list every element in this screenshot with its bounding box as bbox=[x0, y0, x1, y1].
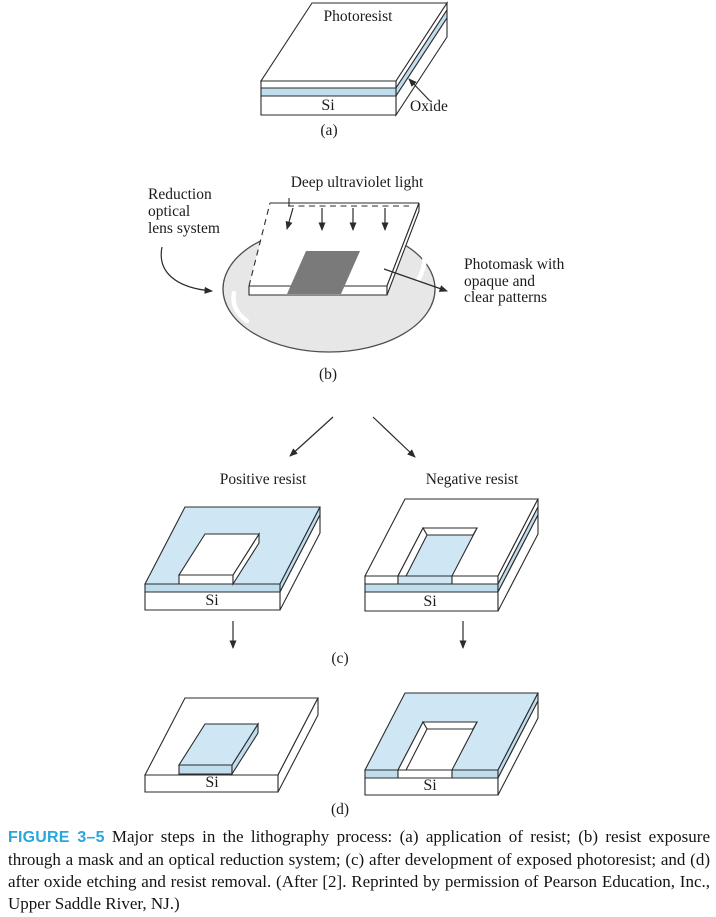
si-label-d-positive: Si bbox=[205, 774, 219, 791]
reduction-lens-line-3: lens system bbox=[148, 220, 220, 237]
resist-front-left bbox=[365, 576, 398, 584]
panel-c-negative bbox=[365, 499, 538, 648]
lens-callout-arrow bbox=[161, 247, 212, 291]
si-label-d-negative: Si bbox=[423, 777, 437, 794]
branch-arrow-right bbox=[373, 417, 415, 457]
positive-resist-label: Positive resist bbox=[219, 471, 307, 488]
reduction-lens-label bbox=[148, 186, 220, 237]
panel-a-tag: (a) bbox=[320, 122, 338, 139]
oxide-label: Oxide bbox=[410, 98, 448, 115]
photomask-line-2: opaque and bbox=[464, 272, 536, 290]
oxide-front-right bbox=[452, 770, 498, 778]
si-label-c-positive: Si bbox=[205, 592, 219, 609]
panel-d-tag: (d) bbox=[330, 801, 350, 818]
figure-caption-text: Major steps in the lithography process: (a) application of resist; (b) resist exposure through a mask and an optical reduction system; (c) after development of exposed photoresist; and (d) after oxide etching and resist removal. (After [2]. Reprinted by permission of Pearson Education, Inc., Upper Saddle River, NJ.) bbox=[8, 827, 711, 913]
panel-d-positive bbox=[145, 698, 318, 792]
si-label-c-negative: Si bbox=[423, 593, 437, 610]
reduction-lens-line-2: optical bbox=[148, 203, 191, 220]
panel-c-positive bbox=[145, 507, 320, 648]
resist-front-right bbox=[452, 576, 498, 584]
oxide-front-face bbox=[365, 584, 498, 592]
photoresist-label: Photoresist bbox=[323, 8, 393, 25]
photomask-line-3: clear patterns bbox=[464, 289, 548, 306]
panel-c-tag: (c) bbox=[331, 650, 349, 667]
oxide-front-face bbox=[261, 88, 396, 96]
resist-block-front-face bbox=[179, 575, 233, 584]
photoresist-front-face bbox=[261, 81, 396, 88]
trench-back-wall bbox=[423, 722, 477, 729]
branch-arrow-left bbox=[290, 417, 333, 456]
negative-resist-label: Negative resist bbox=[425, 471, 519, 488]
photomask-label bbox=[464, 257, 564, 307]
branch-arrows bbox=[290, 417, 415, 457]
figure-caption-number: FIGURE 3–5 bbox=[8, 829, 105, 846]
trench-back-wall bbox=[423, 528, 477, 535]
si-label-a: Si bbox=[321, 97, 335, 114]
oxide-front-face bbox=[145, 584, 280, 592]
deep-uv-light-label: Deep ultraviolet light bbox=[290, 174, 424, 191]
photomask-line-1: Photomask with bbox=[464, 256, 565, 273]
panel-b-tag: (b) bbox=[318, 366, 338, 383]
panel-d-negative bbox=[365, 693, 538, 795]
oxide-front-left bbox=[365, 770, 398, 778]
figure-caption bbox=[8, 826, 710, 915]
oxide-mesa-front-face bbox=[179, 765, 232, 774]
trench-front-face bbox=[398, 576, 452, 584]
reduction-lens-line-1: Reduction bbox=[148, 186, 212, 203]
